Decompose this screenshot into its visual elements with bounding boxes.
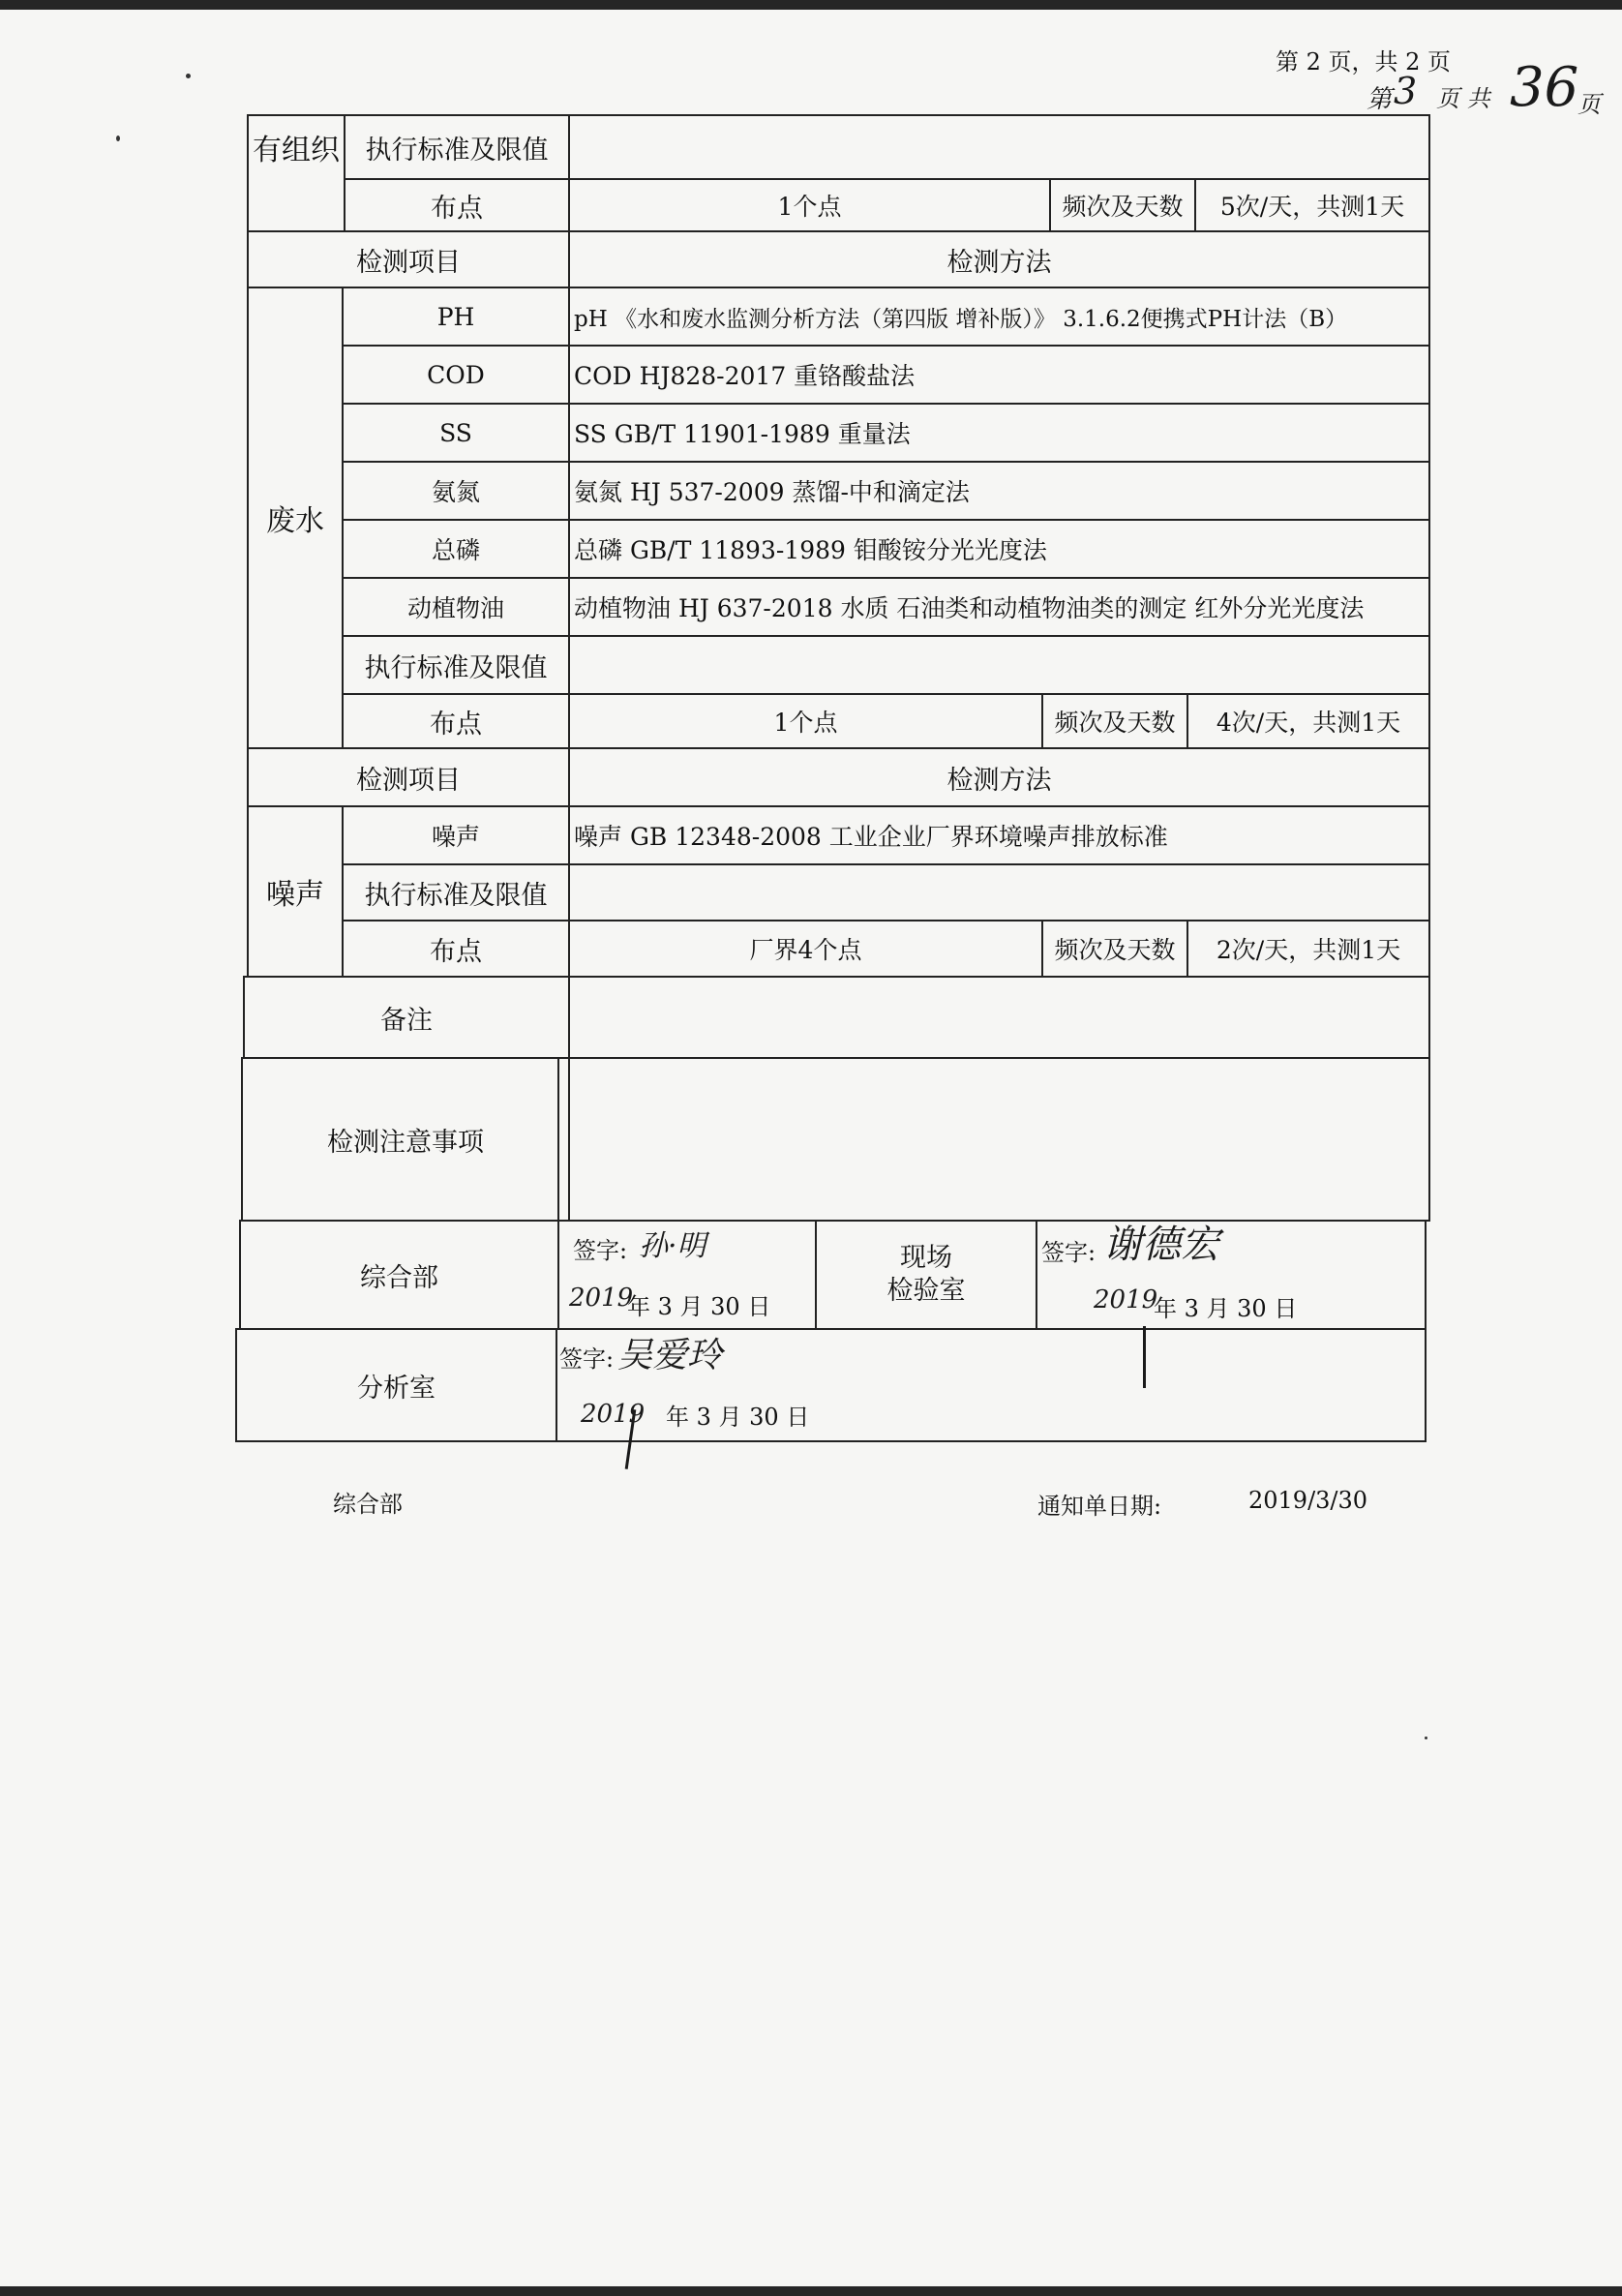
analysis-signature: 吴爱玲 bbox=[617, 1336, 723, 1375]
signoff-general-dept: 综合部 bbox=[239, 1220, 559, 1330]
document-page bbox=[0, 10, 1622, 2286]
wastewater-item-name: 氨氮 bbox=[342, 461, 570, 521]
notes-label: 检测注意事项 bbox=[241, 1057, 570, 1222]
page-stamp-prefix: 第 bbox=[1367, 85, 1393, 114]
wastewater-item-name: COD bbox=[342, 345, 570, 405]
field-date-rest: 年 3 月 30 日 bbox=[1154, 1295, 1298, 1322]
noise-item-name: 噪声 bbox=[342, 805, 570, 865]
general-sign-label: 签字: bbox=[573, 1237, 628, 1264]
wastewater-item-name: 总磷 bbox=[342, 519, 570, 579]
noise-standard-value bbox=[568, 863, 1430, 921]
analysis-date-year: 2019 bbox=[581, 1400, 646, 1429]
field-sign-label: 签字: bbox=[1041, 1239, 1096, 1266]
organized-standard-label: 执行标准及限值 bbox=[344, 114, 570, 180]
group-wastewater: 废水 bbox=[247, 287, 344, 749]
page-stamp-suffix: 页 bbox=[1577, 91, 1601, 118]
speck-mark bbox=[116, 136, 120, 141]
noise-standard-label: 执行标准及限值 bbox=[342, 863, 570, 921]
organized-freq-label: 频次及天数 bbox=[1049, 178, 1196, 232]
speck-mark bbox=[1425, 1737, 1427, 1739]
signoff-analysis-room: 分析室 bbox=[235, 1328, 557, 1442]
wastewater-item-method: 总磷 GB/T 11893-1989 钼酸铵分光光度法 bbox=[568, 519, 1430, 579]
wastewater-item-method: pH 《水和废水监测分析方法（第四版 增补版）》 3.1.6.2便携式PH计法（B） bbox=[568, 287, 1430, 347]
page-stamp-number: 3 bbox=[1394, 70, 1418, 112]
wastewater-item-method: 动植物油 HJ 637-2018 水质 石油类和动植物油类的测定 红外分光光度法 bbox=[568, 577, 1430, 637]
wastewater-item-method: COD HJ828-2017 重铬酸盐法 bbox=[568, 345, 1430, 405]
footer-date-value: 2019/3/30 bbox=[1248, 1487, 1368, 1514]
analysis-date-rest: 年 3 月 30 日 bbox=[666, 1404, 810, 1431]
group-organized: 有组织 bbox=[247, 114, 345, 232]
wastewater-standard-label: 执行标准及限值 bbox=[342, 635, 570, 695]
signoff-field-lab: 现场 检验室 bbox=[815, 1220, 1037, 1330]
wastewater-layout-label: 布点 bbox=[342, 693, 570, 749]
wastewater-item-header: 检测项目 bbox=[247, 230, 570, 288]
general-date-year: 2019 bbox=[569, 1284, 634, 1313]
pen-stroke bbox=[1143, 1326, 1146, 1388]
organized-freq-value: 5次/天，共测1天 bbox=[1194, 178, 1430, 232]
wastewater-item-name: 动植物油 bbox=[342, 577, 570, 637]
field-signature: 谢德宏 bbox=[1103, 1223, 1219, 1267]
group-noise: 噪声 bbox=[247, 805, 344, 978]
page-stamp-mid: 页 共 bbox=[1436, 85, 1490, 112]
wastewater-freq-value: 4次/天，共测1天 bbox=[1186, 693, 1430, 749]
wastewater-item-name: SS bbox=[342, 403, 570, 463]
noise-layout-label: 布点 bbox=[342, 920, 570, 978]
noise-method-header: 检测方法 bbox=[568, 747, 1430, 807]
organized-standard-value bbox=[568, 114, 1430, 180]
page-number-print: 第 2 页，共 2 页 bbox=[1276, 48, 1452, 76]
footer-date-label: 通知单日期: bbox=[1037, 1493, 1162, 1520]
wastewater-layout-value: 1个点 bbox=[568, 693, 1043, 749]
notes-value bbox=[557, 1057, 1430, 1222]
noise-freq-value: 2次/天，共测1天 bbox=[1186, 920, 1430, 978]
speck-mark bbox=[186, 74, 191, 78]
noise-item-header: 检测项目 bbox=[247, 747, 570, 807]
wastewater-method-header: 检测方法 bbox=[568, 230, 1430, 288]
wastewater-freq-label: 频次及天数 bbox=[1041, 693, 1188, 749]
general-date-rest: 年 3 月 30 日 bbox=[627, 1293, 771, 1320]
wastewater-standard-value bbox=[568, 635, 1430, 695]
wastewater-item-method: 氨氮 HJ 537-2009 蒸馏-中和滴定法 bbox=[568, 461, 1430, 521]
analysis-sign-label: 签字: bbox=[559, 1345, 615, 1373]
wastewater-item-method: SS GB/T 11901-1989 重量法 bbox=[568, 403, 1430, 463]
page-stamp-total: 36 bbox=[1510, 56, 1579, 119]
noise-freq-label: 频次及天数 bbox=[1041, 920, 1188, 978]
organized-layout-label: 布点 bbox=[344, 178, 570, 232]
organized-layout-value: 1个点 bbox=[568, 178, 1051, 232]
general-signature: 孙·明 bbox=[639, 1229, 706, 1263]
wastewater-item-name: PH bbox=[342, 287, 570, 347]
noise-layout-value: 厂界4个点 bbox=[568, 920, 1043, 978]
noise-item-method: 噪声 GB 12348-2008 工业企业厂界环境噪声排放标准 bbox=[568, 805, 1430, 865]
field-date-year: 2019 bbox=[1094, 1285, 1158, 1314]
remarks-value bbox=[568, 976, 1430, 1059]
remarks-label: 备注 bbox=[243, 976, 570, 1059]
footer-dept: 综合部 bbox=[333, 1491, 403, 1518]
